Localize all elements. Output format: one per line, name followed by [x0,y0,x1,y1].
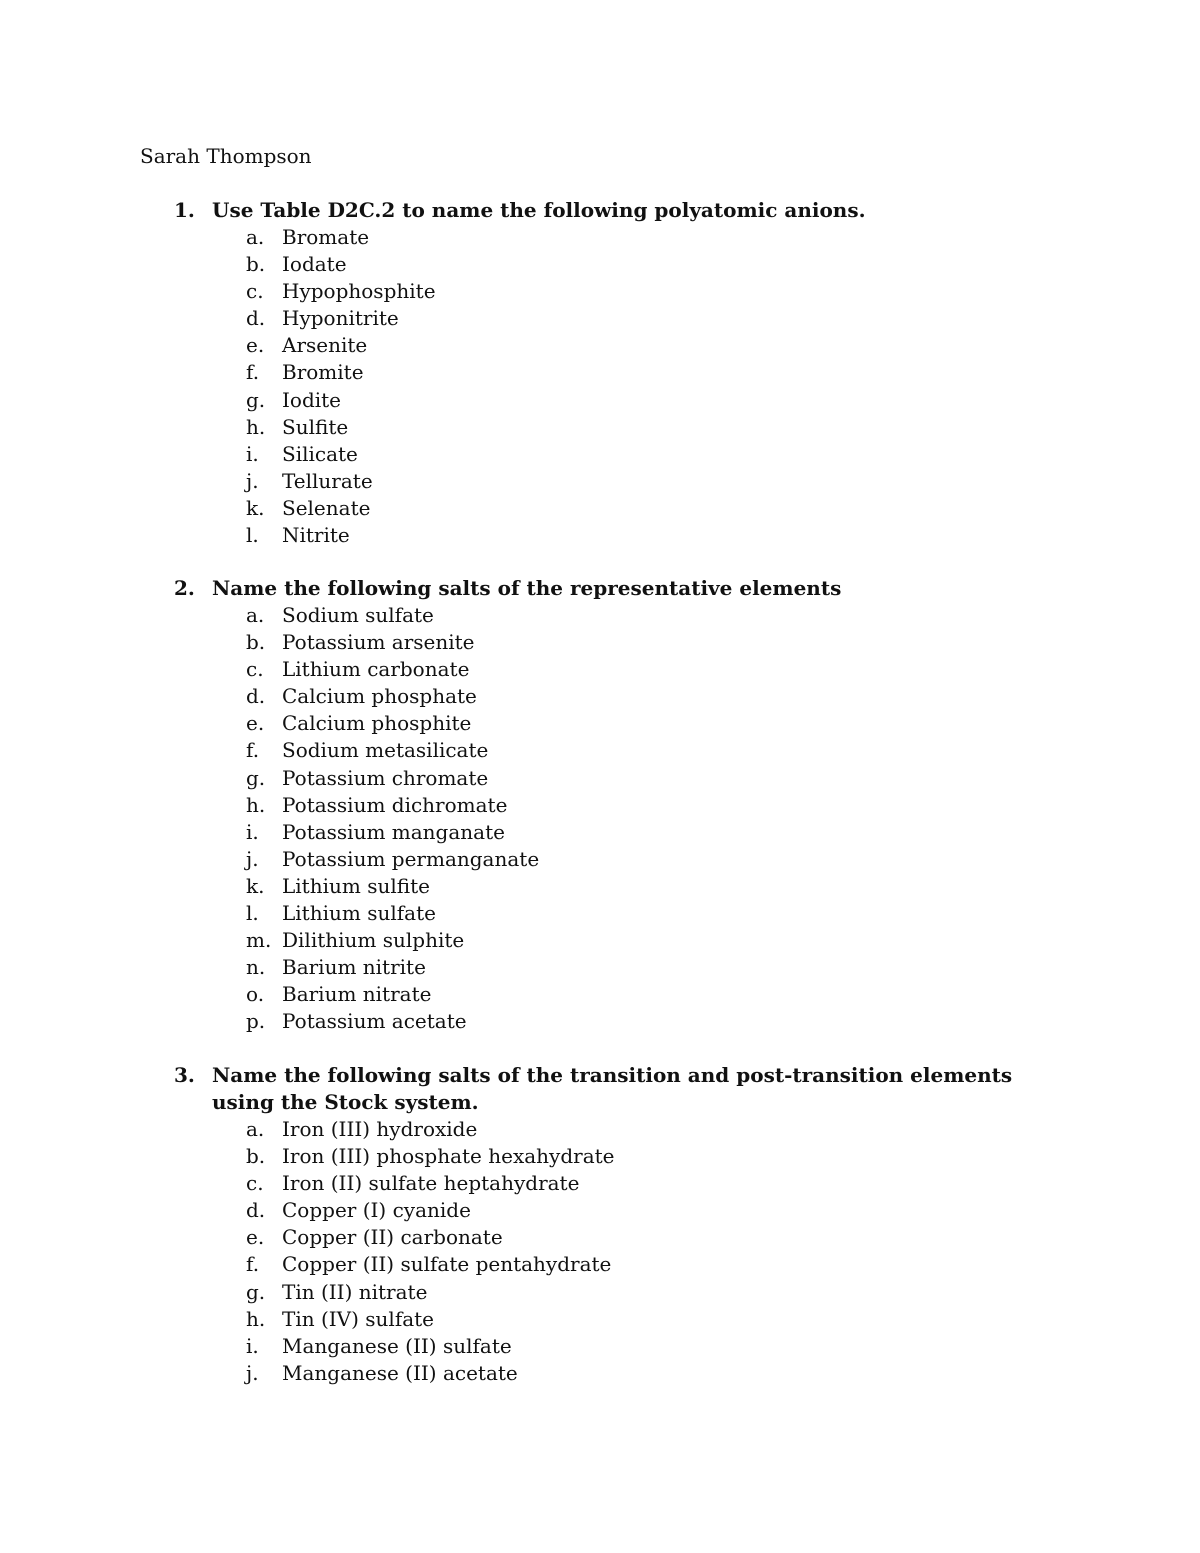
item-letter: c. [246,1171,264,1196]
item-letter: a. [246,603,265,627]
question-number: 1. [174,198,195,222]
item-letter: a. [246,225,265,249]
answer-list [174,1116,1054,1387]
question-prompt: Use Table D2C.2 to name the following polyatomic anions. [212,198,866,222]
item-text: Iodate [282,252,347,277]
list-item [246,981,1054,1008]
item-letter: g. [246,1279,266,1304]
item-text: Copper (II) carbonate [282,1225,503,1250]
list-item [246,737,1054,764]
item-letter: g. [246,387,266,412]
list-item [246,305,1054,332]
item-text: Potassium dichromate [282,792,508,817]
item-letter: d. [246,1198,266,1223]
item-letter: i. [246,441,259,466]
item-text: Silicate [282,441,358,466]
item-text: Iron (II) sulfate heptahydrate [282,1171,580,1196]
item-text: Sodium metasilicate [282,738,489,763]
list-item [246,441,1054,468]
list-item [246,846,1054,873]
item-letter: i. [246,819,259,844]
item-text: Lithium sulfite [282,873,430,898]
list-item [246,1116,1054,1143]
item-text: Copper (I) cyanide [282,1198,471,1223]
item-text: Tellurate [282,468,373,493]
question-heading [174,575,1054,602]
item-text: Copper (II) sulfate pentahydrate [282,1252,612,1277]
item-text: Selenate [282,495,371,520]
item-letter: k. [246,495,265,520]
author-name: Sarah Thompson [140,144,312,168]
list-item [246,1333,1054,1360]
item-letter: e. [246,333,265,358]
item-text: Iron (III) hydroxide [282,1117,478,1141]
item-letter: c. [246,657,264,682]
item-letter: m. [246,928,272,953]
item-letter: f. [246,1252,260,1277]
item-letter: a. [246,1117,265,1141]
item-letter: h. [246,792,266,817]
item-letter: g. [246,765,266,790]
item-letter: j. [246,1360,259,1385]
item-letter: e. [246,711,265,736]
item-letter: c. [246,279,264,304]
item-letter: k. [246,873,265,898]
item-text: Barium nitrate [282,982,432,1007]
list-item [246,900,1054,927]
list-item [246,1197,1054,1224]
list-item [246,819,1054,846]
question-1 [174,197,1054,549]
list-item [246,332,1054,359]
list-item [246,710,1054,737]
item-letter: d. [246,684,266,709]
list-item [246,387,1054,414]
list-item [246,1360,1054,1387]
list-item [246,1143,1054,1170]
item-letter: l. [246,523,259,548]
list-item [246,683,1054,710]
list-item [246,495,1054,522]
list-item [246,765,1054,792]
item-text: Arsenite [282,333,368,358]
list-item [246,602,1054,629]
item-text: Potassium chromate [282,765,489,790]
list-item [246,656,1054,683]
item-letter: p. [246,1009,266,1034]
item-letter: e. [246,1225,265,1250]
item-text: Lithium carbonate [282,657,470,682]
item-text: Hyponitrite [282,306,399,331]
list-item [246,1251,1054,1278]
question-2 [174,575,1054,1036]
item-text: Barium nitrite [282,955,426,980]
item-letter: b. [246,1144,266,1169]
list-item [246,468,1054,495]
item-text: Tin (IV) sulfate [282,1306,435,1331]
list-item [246,522,1054,549]
question-number: 3. [174,1063,195,1087]
question-prompt: Name the following salts of the representative elements [212,576,842,600]
answer-list [174,602,1054,1036]
question-heading [174,197,1054,224]
item-letter: f. [246,738,260,763]
item-letter: o. [246,982,265,1007]
list-item [246,224,1054,251]
list-item [246,792,1054,819]
list-item [246,1224,1054,1251]
item-text: Dilithium sulphite [282,928,465,953]
item-text: Sulfite [282,414,349,439]
list-item [246,1170,1054,1197]
list-item [246,927,1054,954]
list-item [246,359,1054,386]
item-letter: n. [246,955,266,980]
item-text: Potassium arsenite [282,630,475,655]
item-letter: b. [246,252,266,277]
item-text: Iron (III) phosphate hexahydrate [282,1144,615,1169]
item-text: Potassium acetate [282,1009,467,1034]
item-letter: d. [246,306,266,331]
item-text: Potassium permanganate [282,846,540,871]
item-letter: i. [246,1333,259,1358]
list-item [246,1279,1054,1306]
question-heading [174,1062,1054,1116]
item-text: Bromite [282,360,364,385]
list-item [246,1008,1054,1035]
item-letter: f. [246,360,260,385]
list-item [246,278,1054,305]
item-letter: b. [246,630,266,655]
item-text: Potassium manganate [282,819,505,844]
item-text: Tin (II) nitrate [282,1279,428,1304]
item-text: Hypophosphite [282,279,436,304]
question-prompt: Name the following salts of the transition and post-transition elements using the Stock system. [212,1063,1013,1114]
item-text: Calcium phosphate [282,684,477,709]
item-text: Nitrite [282,523,350,548]
item-text: Sodium sulfate [282,603,434,627]
item-letter: h. [246,414,266,439]
item-text: Calcium phosphite [282,711,472,736]
list-item [246,251,1054,278]
item-text: Manganese (II) acetate [282,1360,518,1385]
answer-list [174,224,1054,549]
question-3 [174,1062,1054,1387]
item-letter: j. [246,846,259,871]
item-text: Iodite [282,387,342,412]
list-item [246,1306,1054,1333]
item-letter: j. [246,468,259,493]
list-item [246,954,1054,981]
question-number: 2. [174,576,195,600]
list-item [246,873,1054,900]
item-text: Bromate [282,225,370,249]
item-text: Lithium sulfate [282,901,436,926]
list-item [246,629,1054,656]
item-text: Manganese (II) sulfate [282,1333,512,1358]
list-item [246,414,1054,441]
item-letter: h. [246,1306,266,1331]
item-letter: l. [246,901,259,926]
